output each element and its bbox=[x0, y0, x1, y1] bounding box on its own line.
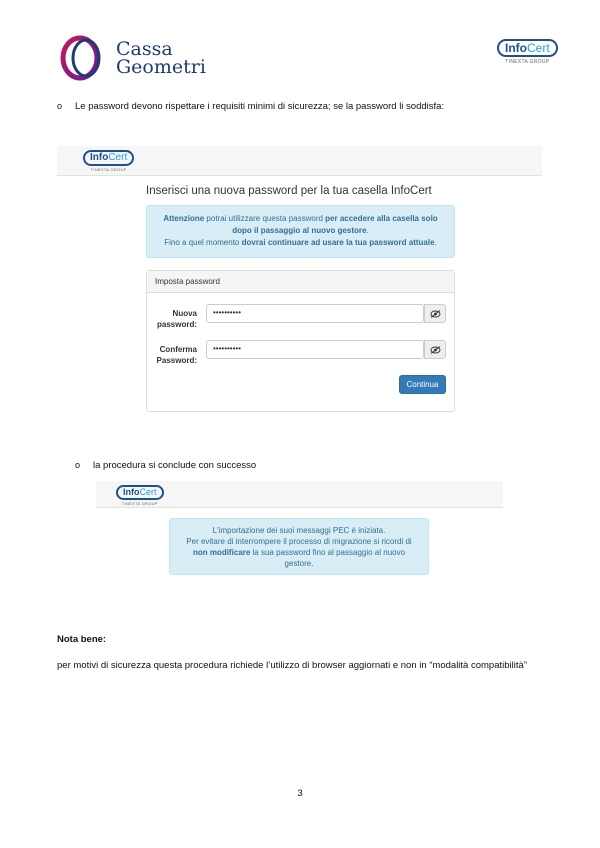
infocert-header-bar bbox=[96, 481, 503, 508]
note-title: Nota bene: bbox=[57, 634, 107, 645]
panel-title: Imposta password bbox=[147, 271, 454, 293]
note-text: per motivi di sicurezza questa procedura richiede l’utilizzo di browser aggiornati e non in “modalità compatibilità” bbox=[57, 660, 527, 671]
bullet-text: la procedura si conclude con successo bbox=[93, 460, 257, 471]
new-password-input[interactable]: •••••••••• bbox=[206, 304, 424, 323]
infocert-header-bar bbox=[57, 146, 542, 176]
geometri-text: Geometri bbox=[116, 56, 206, 78]
cassa-geometri-wordmark bbox=[116, 40, 206, 76]
infocert-logo: InfoCert TINEXTA GROUP bbox=[116, 485, 164, 506]
continue-button[interactable]: Continua bbox=[399, 375, 446, 394]
set-password-panel bbox=[146, 270, 455, 412]
bullet-text: Le password devono rispettare i requisiti minimi di sicurezza; se la password li soddisfa: bbox=[75, 101, 445, 112]
bullet-item: o la procedura si conclude con successo bbox=[75, 460, 257, 471]
infocert-logo: InfoCert TINEXTA GROUP bbox=[497, 39, 558, 65]
confirm-password-input[interactable]: •••••••••• bbox=[206, 340, 424, 359]
info-alert: Attenzione potrai utilizzare questa password per accedere alla casella solo dopo il passaggio al nuovo gestore. Fino a quel momento dovrai continuare ad usare la tua password attuale. bbox=[146, 205, 455, 258]
success-alert: L'importazione dei suoi messaggi PEC è iniziata. Per evitare di interrompere il processo di migrazione si ricordi di non modificare la sua password fino al passaggio al nuovo gestore. bbox=[169, 518, 429, 575]
eye-slash-icon bbox=[430, 310, 441, 318]
page-title: Inserisci una nuova password per la tua casella InfoCert bbox=[146, 185, 432, 197]
page-number: 3 bbox=[297, 788, 303, 799]
bullet-item: o Le password devono rispettare i requisiti minimi di sicurezza; se la password li soddisfa: bbox=[57, 101, 445, 112]
toggle-new-password-button[interactable] bbox=[424, 304, 446, 323]
new-password-label: Nuova password: bbox=[156, 309, 197, 329]
toggle-confirm-password-button[interactable] bbox=[424, 340, 446, 359]
eye-slash-icon bbox=[430, 346, 441, 354]
confirm-password-label: Conferma Password: bbox=[156, 345, 197, 365]
infocert-logo: InfoCert TINEXTA GROUP bbox=[83, 150, 134, 172]
cassa-text: Cassa bbox=[116, 38, 173, 60]
